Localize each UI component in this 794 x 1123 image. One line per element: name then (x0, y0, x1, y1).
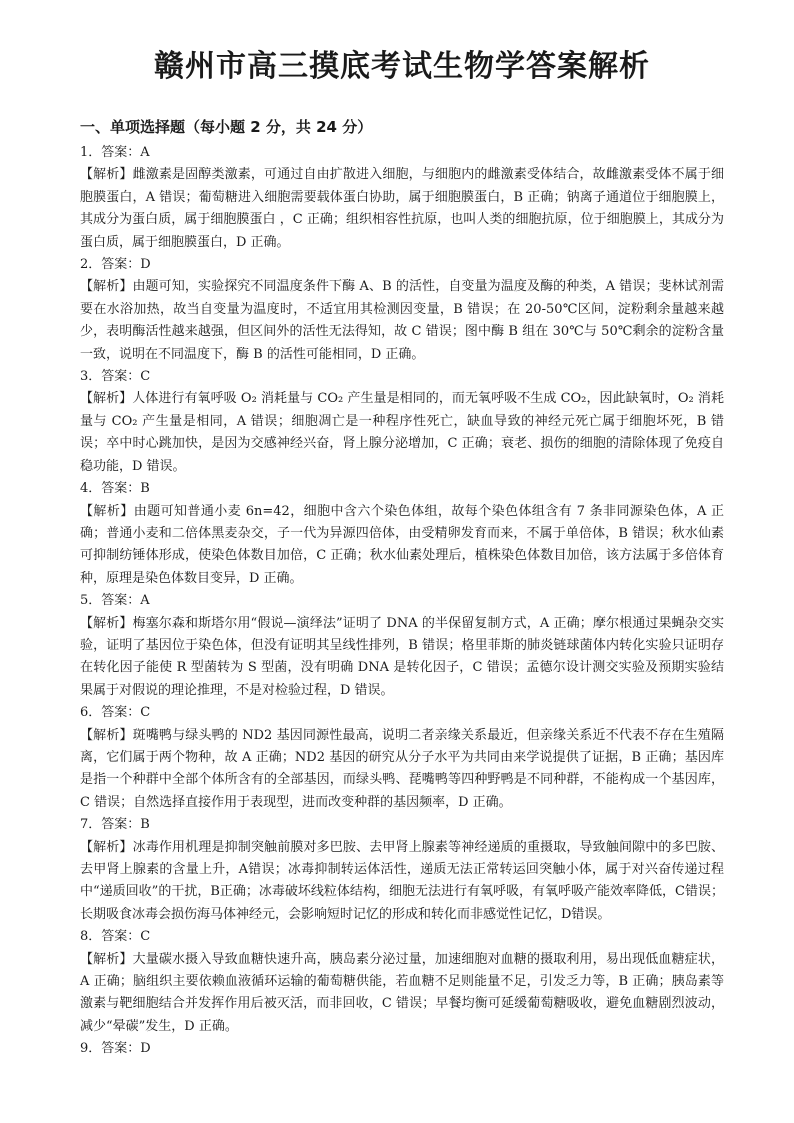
answer-line: 3．答案：C (80, 369, 151, 385)
explanation-tag: 【解析】 (80, 391, 133, 407)
explanation-text: 人体进行有氧呼吸 O₂ 消耗量与 CO₂ 产生量是相同的，而无氧呼吸不生成 CO₂，因此缺氧时，O₂ 消耗量与 CO₂ 产生量是相同，A 错误；细胞凋亡是一种程序性死亡，缺血导致的神经元死亡属于细胞坏死，B 错误；卒中时心跳加快，是因为交感神经兴奋，肾上腺分泌增加，C 正确；衰老、损伤的细胞的清除体现了免疫自稳功能，D 错误。 (80, 391, 724, 474)
explanation-text: 雌激素是固醇类激素，可通过自由扩散进入细胞，与细胞内的雌激素受体结合，故雌激素受体不属于细胞膜蛋白，A 错误；葡萄糖进入细胞需要载体蛋白协助，属于细胞膜蛋白，B 正确；钠离子通道位于细胞膜上，其成分为蛋白质，属于细胞膜蛋白 ，C 正确；组织相容性抗原，也叫人类的细胞抗原，位于细胞膜上，其成分为蛋白质，属于细胞膜蛋白，D 正确。 (80, 167, 724, 250)
question-9 (80, 1038, 724, 1060)
answer-line: 5．答案：A (80, 593, 150, 609)
section-title: 一、单项选择题（每小题 2 分，共 24 分） (80, 118, 373, 136)
question-1 (80, 142, 724, 254)
question-4 (80, 478, 724, 590)
explanation (80, 949, 724, 1039)
explanation-text: 大量碳水摄入导致血糖快速升高，胰岛素分泌过量，加速细胞对血糖的摄取利用，易出现低血糖症状，A 正确；脑组织主要依赖血液循环运输的葡萄糖供能，若血糖不足则能量不足，引发乏力等，B 正确；胰岛素等激素与靶细胞结合并发挥作用后被灭活，而非回收，C 错误；早餐均衡可延缓葡萄糖吸收，避免血糖剧烈波动，减少“晕碳”发生，D 正确。 (80, 951, 724, 1034)
explanation-tag: 【解析】 (80, 279, 133, 295)
answer-line: 8．答案：C (80, 929, 151, 945)
page-title: 赣州市高三摸底考试生物学答案解析 (154, 49, 650, 84)
question-3 (80, 366, 724, 478)
answer-line: 4．答案：B (80, 481, 150, 497)
answer-line: 7．答案：B (80, 817, 150, 833)
explanation-text: 斑嘴鸭与绿头鸭的 ND2 基因同源性最高，说明二者亲缘关系最近，但亲缘关系近不代表不存在生殖隔离，它们属于两个物种，故 A 正确；ND2 基因的研究从分子水平为共同由来学说提供了证据，B 正确；基因库是指一个种群中全部个体所含有的全部基因，而绿头鸭、琵嘴鸭等四种野鸭是不同种群，不能构成一个基因库，C 错误；自然选择直接作用于表现型，进而改变种群的基因频率，D 正确。 (80, 727, 724, 810)
question-5 (80, 590, 724, 702)
explanation-tag: 【解析】 (80, 503, 134, 519)
question-6 (80, 702, 724, 814)
answer-line: 1．答案：A (80, 145, 150, 160)
question-7 (80, 814, 724, 926)
answer-line: 2．答案：D (80, 257, 151, 273)
explanation (80, 837, 724, 927)
explanation (80, 388, 724, 478)
explanation (80, 501, 724, 591)
explanation (80, 613, 724, 703)
explanation-tag: 【解析】 (80, 615, 133, 631)
explanation-tag: 【解析】 (80, 727, 133, 743)
explanation-text: 由题可知普通小麦 6n=42，细胞中含六个染色体组，故每个染色体组含有 7 条非同源染色体，A 正确；普通小麦和二倍体黑麦杂交，子一代为异源四倍体，由受精卵发育而来，不属于单倍体，B 错误；秋水仙素可抑制纺锤体形成，使染色体数目加倍，C 正确；秋水仙素处理后，植株染色体数目加倍，该方法属于多倍体育种，原理是染色体数目变异，D 正确。 (80, 503, 724, 586)
explanation-tag: 【解析】 (80, 167, 133, 183)
explanation (80, 725, 724, 815)
explanation (80, 164, 724, 254)
explanation (80, 276, 724, 366)
explanation-text: 梅塞尔森和斯塔尔用“假说—演绎法”证明了 DNA 的半保留复制方式，A 正确；摩尔根通过果蝇杂交实验，证明了基因位于染色体，但没有证明其呈线性排列，B 错误；格里菲斯的肺炎链球菌体内转化实验只证明存在转化因子能使 R 型菌转为 S 型菌，没有明确 DNA 是转化因子，C 错误；孟德尔设计测交实验及预期实验结果属于对假说的理论推理，不是对检验过程，D 错误。 (80, 615, 724, 698)
question-2 (80, 254, 724, 366)
question-8 (80, 926, 724, 1038)
answer-line: 6．答案：C (80, 705, 151, 721)
explanation-tag: 【解析】 (80, 839, 133, 855)
explanation-tag: 【解析】 (80, 951, 133, 967)
answer-line: 9．答案：D (80, 1041, 151, 1057)
explanation-text: 冰毒作用机理是抑制突触前膜对多巴胺、去甲肾上腺素等神经递质的重摄取，导致触间隙中的多巴胺、去甲肾上腺素的含量上升，A错误；冰毒抑制转运体活性，递质无法正常转运回突触小体，属于对兴奋传递过程中“递质回收”的干扰，B正确；冰毒破坏线粒体结构，细胞无法进行有氧呼吸，有氧呼吸产能效率降低，C错误；长期吸食冰毒会损伤海马体神经元，会影响短时记忆的形成和转化而非感觉性记忆，D错误。 (80, 839, 724, 922)
explanation-text: 由题可知，实验探究不同温度条件下酶 A、B 的活性，自变量为温度及酶的种类，A 错误；斐林试剂需要在水浴加热，故当自变量为温度时，不适宜用其检测因变量，B 错误；在 20-50℃区间，淀粉剩余量越来越少，表明酶活性越来越强，但区间外的活性无法得知，故 C 错误；图中酶 B 组在 30℃与 50℃剩余的淀粉含量一致，说明在不同温度下，酶 B 的活性可能相同，D 正确。 (80, 279, 724, 362)
